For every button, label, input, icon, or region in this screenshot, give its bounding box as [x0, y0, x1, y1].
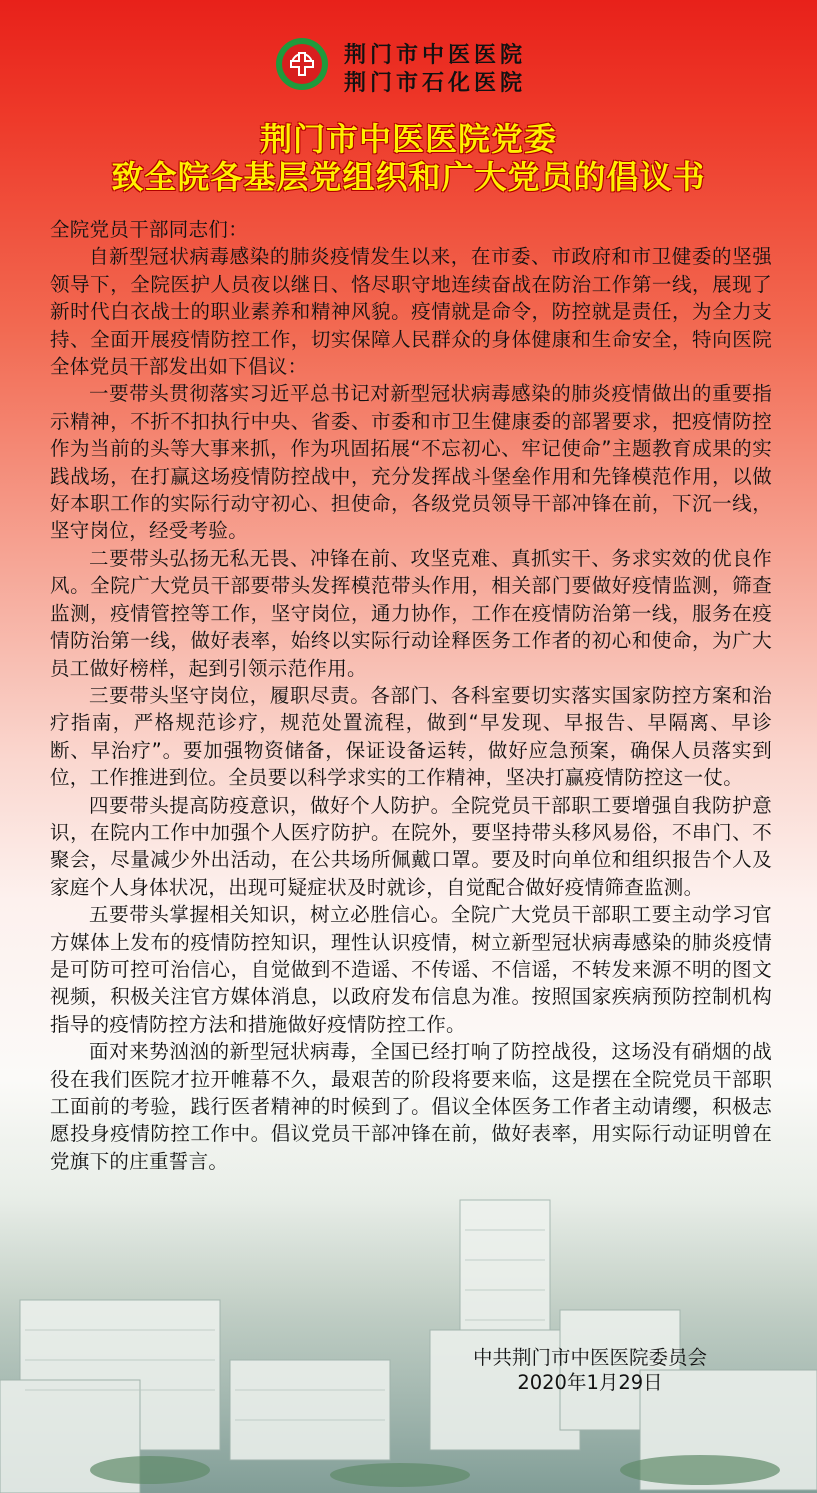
letter-body [50, 216, 772, 1175]
hospital-logo-icon [276, 38, 328, 90]
paragraph-item-5: 五要带头掌握相关知识，树立必胜信心。全院广大党员干部职工要主动学习官方媒体上发布的疫情防控知识，理性认识疫情，树立新型冠状病毒感染的肺炎疫情是可防可控可治信心，自觉做到不造谣、不传谣、不信谣，不转发来源不明的图文视频，积极关注官方媒体消息，以政府发布信息为准。按照国家疾病预防控制机构指导的疫情防控方法和措施做好疫情防控工作。 [50, 903, 772, 1036]
paragraph-intro: 自新型冠状病毒感染的肺炎疫情发生以来，在市委、市政府和市卫健委的坚强领导下，全院医护人员夜以继日、恪尽职守地连续奋战在防治工作第一线，展现了新时代白衣战士的职业素养和精神风貌。疫情就是命令，防控就是责任，为全力支持、全面开展疫情防控工作，切实保障人民群众的身体健康和生命安全，特向医院全体党员干部发出如下倡议： [50, 245, 772, 379]
paragraph-item-4: 四要带头提高防疫意识，做好个人防护。全院党员干部职工要增强自我防护意识，在院内工作中加强个人医疗防护。在院外，要坚持带头移风易俗，不串门、不聚会，尽量减少外出活动，在公共场所佩戴口罩。要及时向单位和组织报告个人及家庭个人身体状况，出现可疑症状及时就诊，自觉配合做好疫情筛查监测。 [50, 793, 772, 899]
hospital-buildings-illustration [0, 1140, 817, 1493]
header [0, 0, 817, 210]
paragraph-item-2: 二要带头弘扬无私无畏、冲锋在前、攻坚克难、真抓实干、务求实效的优良作风。全院广大党员干部要带头发挥模范带头作用，相关部门要做好疫情监测，筛查监测，疫情管控等工作，坚守岗位，通力协作，工作在疫情防治第一线，服务在疫情防治第一线，做好表率，始终以实际行动诠释医务工作者的初心和使命，为广大员工做好榜样，起到引领示范作用。 [50, 546, 772, 680]
hospital-name-1: 荆门市中医医院 [344, 42, 527, 68]
page-title-line-1: 荆门市中医医院党委 [259, 120, 557, 158]
signature-organization: 中共荆门市中医医院委员会 [472, 1346, 707, 1369]
signature-date: 2020年1月29日 [517, 1371, 663, 1394]
greeting: 全院党员干部同志们： [50, 218, 249, 241]
paragraph-item-3: 三要带头坚守岗位，履职尽责。各部门、各科室要切实落实国家防控方案和治疗指南，严格规范诊疗，规范处置流程，做到“早发现、早报告、早隔离、早诊断、早治疗”。要加强物资储备，保证设备运转，做好应急预案，确保人员落实到位，工作推进到位。全员要以科学求实的工作精神，坚决打赢疫情防控这一仗。 [50, 683, 772, 790]
page-title-line-2: 致全院各基层党组织和广大党员的倡议书 [111, 158, 706, 196]
hospital-name-2: 荆门市石化医院 [344, 70, 527, 96]
signature-block [445, 1345, 735, 1395]
paragraph-closing: 面对来势汹汹的新型冠状病毒，全国已经打响了防控战役，这场没有硝烟的战役在我们医院才拉开帷幕不久，最艰苦的阶段将要来临，这是摆在全院党员干部职工面前的考验，践行医者精神的时候到了。倡议全体医务工作者主动请缨，积极志愿投身疫情防控工作中。倡议党员干部冲锋在前，做好表率，用实际行动证明曾在党旗下的庄重誓言。 [50, 1040, 772, 1173]
paragraph-item-1: 一要带头贯彻落实习近平总书记对新型冠状病毒感染的肺炎疫情做出的重要指示精神，不折不扣执行中央、省委、市委和市卫生健康委的部署要求，把疫情防控作为当前的头等大事来抓，作为巩固拓展“不忘初心、牢记使命”主题教育成果的实践战场，在打赢这场疫情防控战中，充分发挥战斗堡垒作用和先锋模范作用，以做好本职工作的实际行动守初心、担使命，各级党员领导干部冲锋在前，下沉一线，坚守岗位，经受考验。 [50, 382, 772, 543]
